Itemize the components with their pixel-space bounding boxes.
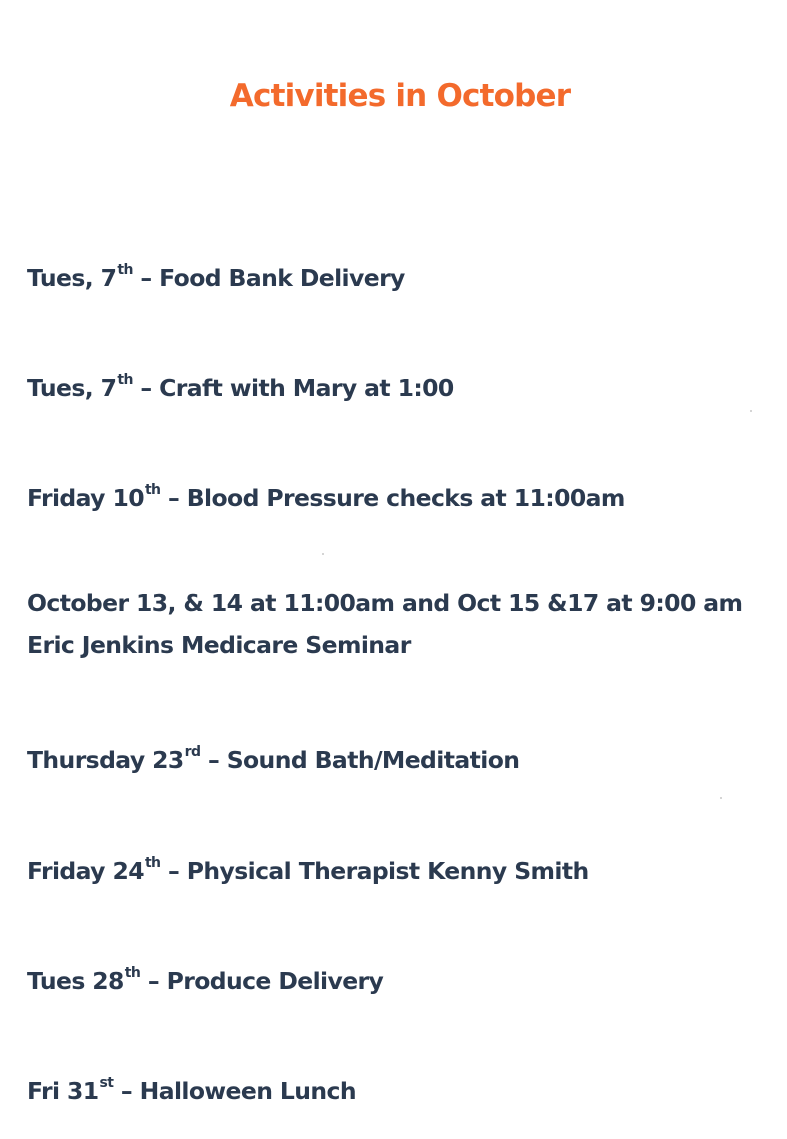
activity-day: Tues 28	[27, 966, 124, 995]
seminar-schedule: October 13, & 14 at 11:00am and Oct 15 &17 at 9:00 am	[27, 589, 743, 617]
seminar-title: Eric Jenkins Medicare Seminar	[27, 631, 411, 659]
activity-description: – Physical Therapist Kenny Smith	[160, 856, 589, 885]
activity-day: Fri 31	[27, 1076, 99, 1105]
activity-day: Tues, 7	[27, 263, 117, 292]
activity-description: – Produce Delivery	[140, 966, 384, 995]
ordinal-suffix: th	[144, 482, 161, 498]
activity-day: Friday 24	[27, 856, 144, 885]
activity-description: – Food Bank Delivery	[132, 263, 405, 292]
ordinal-suffix: th	[124, 965, 141, 981]
page-title: Activities in October	[229, 78, 571, 114]
scan-speck	[322, 553, 324, 555]
ordinal-suffix: th	[117, 372, 133, 388]
activity-day: Friday 10	[27, 483, 144, 512]
ordinal-suffix: rd	[184, 744, 201, 760]
scan-speck	[720, 797, 722, 799]
ordinal-suffix: th	[117, 262, 133, 278]
activity-entry	[27, 955, 383, 1002]
activity-entry	[27, 845, 589, 892]
ordinal-suffix: st	[99, 1075, 114, 1091]
activity-description: – Sound Bath/Meditation	[200, 745, 520, 774]
activity-day: Thursday 23	[27, 745, 184, 774]
activity-description: – Blood Pressure checks at 11:00am	[160, 483, 625, 512]
activity-description: – Halloween Lunch	[113, 1076, 356, 1105]
ordinal-suffix: th	[144, 855, 161, 871]
activity-description: – Craft with Mary at 1:00	[132, 373, 454, 402]
activity-entry	[27, 252, 405, 299]
activity-entry-seminar	[27, 582, 742, 666]
scan-speck	[750, 410, 752, 412]
activity-entry	[27, 734, 519, 781]
activity-entry	[27, 472, 625, 519]
activity-day: Tues, 7	[27, 373, 117, 402]
activity-entry	[27, 362, 454, 409]
activity-entry	[27, 1065, 356, 1112]
